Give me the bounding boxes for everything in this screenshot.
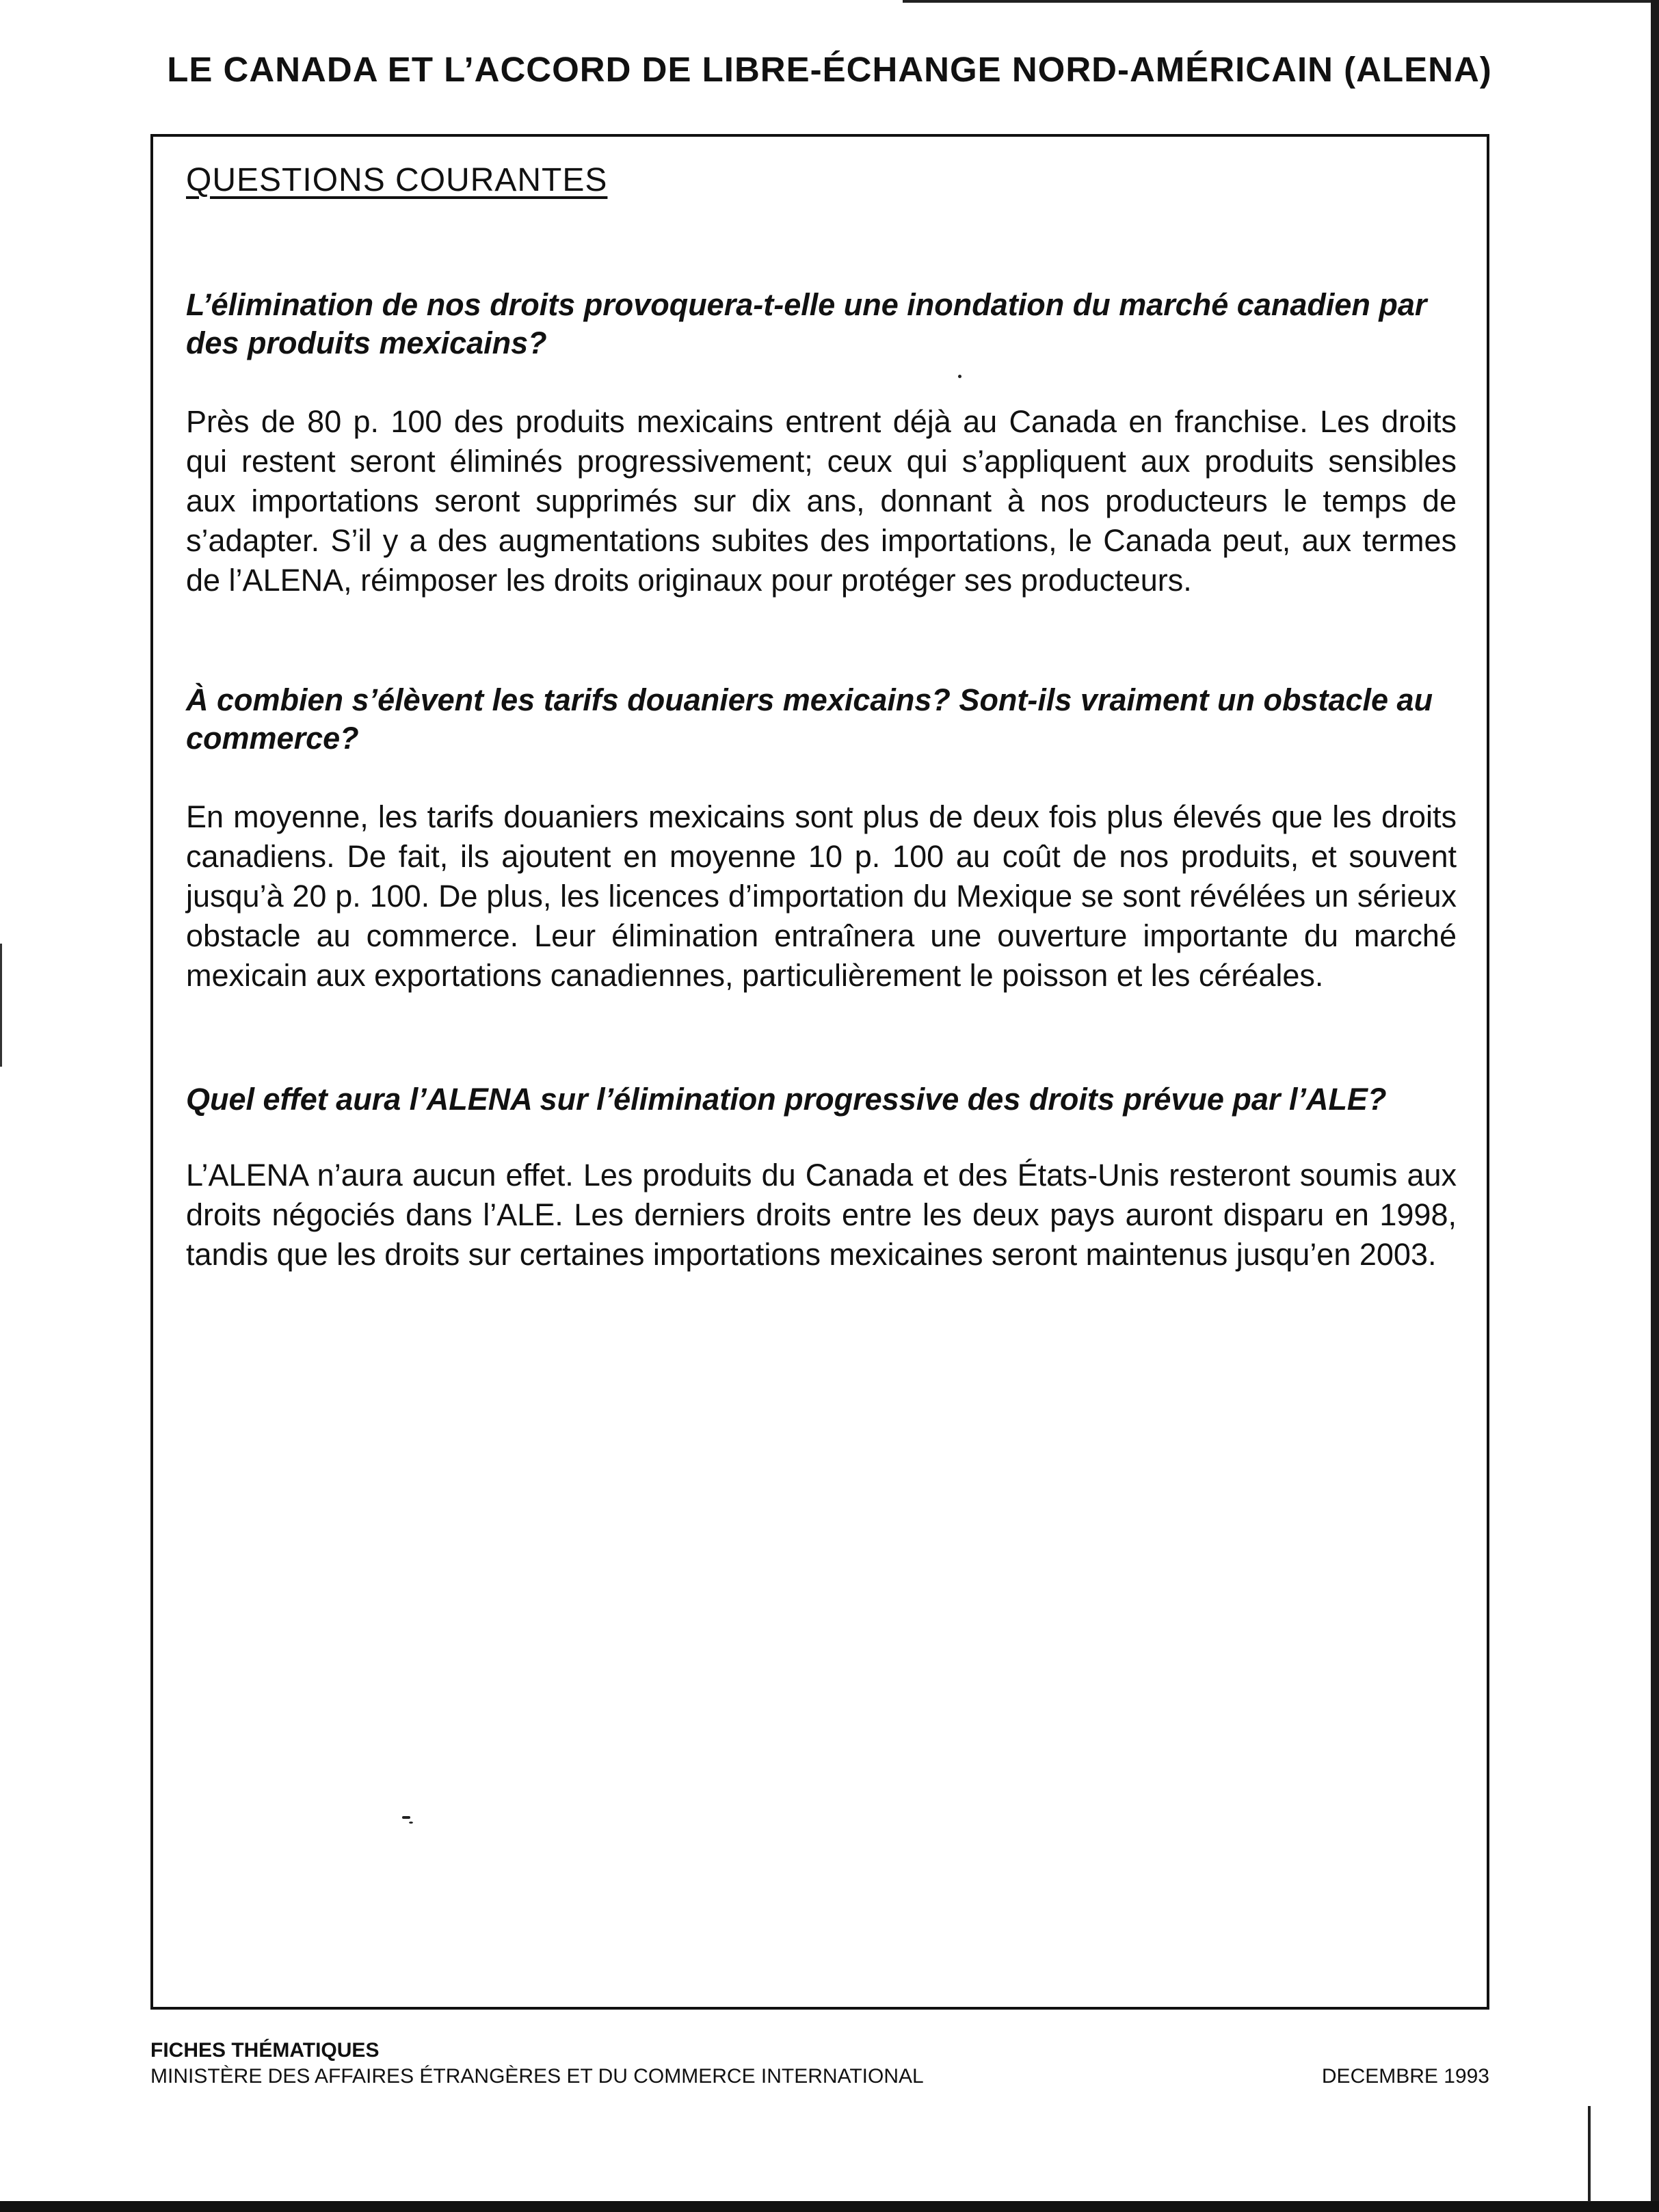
answer-2: En moyenne, les tarifs douaniers mexicains sont plus de deux fois plus élevés que les droits canadiens. De fait, ils ajoutent en moyenne 10 p. 100 au coût de nos produits, et souvent jusqu’à 20 p. 100. De plus, les licences d’importation du Mexique se sont révélées un sérieux obstacle au commerce. Leur élimination entraînera une ouverture importante du marché mexicain aux exportations canadiennes, particulièrement le poisson et les céréales.	[186, 799, 1457, 993]
scan-edge-top	[903, 0, 1659, 3]
footer-date: DECEMBRE 1993	[1321, 2065, 1489, 2088]
footer	[150, 2038, 924, 2090]
question-1: L’élimination de nos droits provoquera-t-elle une inondation du marché canadien par des produits mexicains?	[186, 287, 1427, 360]
scan-mark-right	[1588, 2106, 1591, 2202]
answer-3: L’ALENA n’aura aucun effet. Les produits du Canada et des États-Unis resteront soumis aux droits négociés dans l’ALE. Les derniers droits entre les deux pays auront disparu en 1998, tandis que les droits sur certaines importations mexicaines seront maintenus jusqu’en 2003.	[186, 1158, 1457, 1272]
scan-edge-left	[0, 944, 2, 1067]
question-3: Quel effet aura l’ALENA sur l’élimination progressive des droits prévue par l’ALE?	[186, 1082, 1387, 1117]
scan-edge-right	[1651, 0, 1659, 2212]
footer-ministry: MINISTÈRE DES AFFAIRES ÉTRANGÈRES ET DU COMMERCE INTERNATIONAL	[150, 2065, 924, 2088]
answer-1: Près de 80 p. 100 des produits mexicains entrent déjà au Canada en franchise. Les droits qui restent seront éliminés progressivement; ceux qui s’appliquent aux produits sensibles aux importations seront supprimés sur dix ans, donnant à nos producteurs le temps de s’adapter. S’il y a des augmentations subites des importations, le Canada peut, aux termes de l’ALENA, réimposer les droits originaux pour protéger ses producteurs.	[186, 404, 1457, 598]
scan-edge-bottom	[0, 2201, 1659, 2212]
question-2: À combien s’élèvent les tarifs douaniers mexicains? Sont-ils vraiment un obstacle au commerce?	[186, 682, 1433, 756]
footer-series: FICHES THÉMATIQUES	[150, 2039, 380, 2062]
document-title: LE CANADA ET L’ACCORD DE LIBRE-ÉCHANGE NORD-AMÉRICAIN (ALENA)	[167, 50, 1492, 89]
section-heading: QUESTIONS COURANTES	[186, 162, 608, 198]
